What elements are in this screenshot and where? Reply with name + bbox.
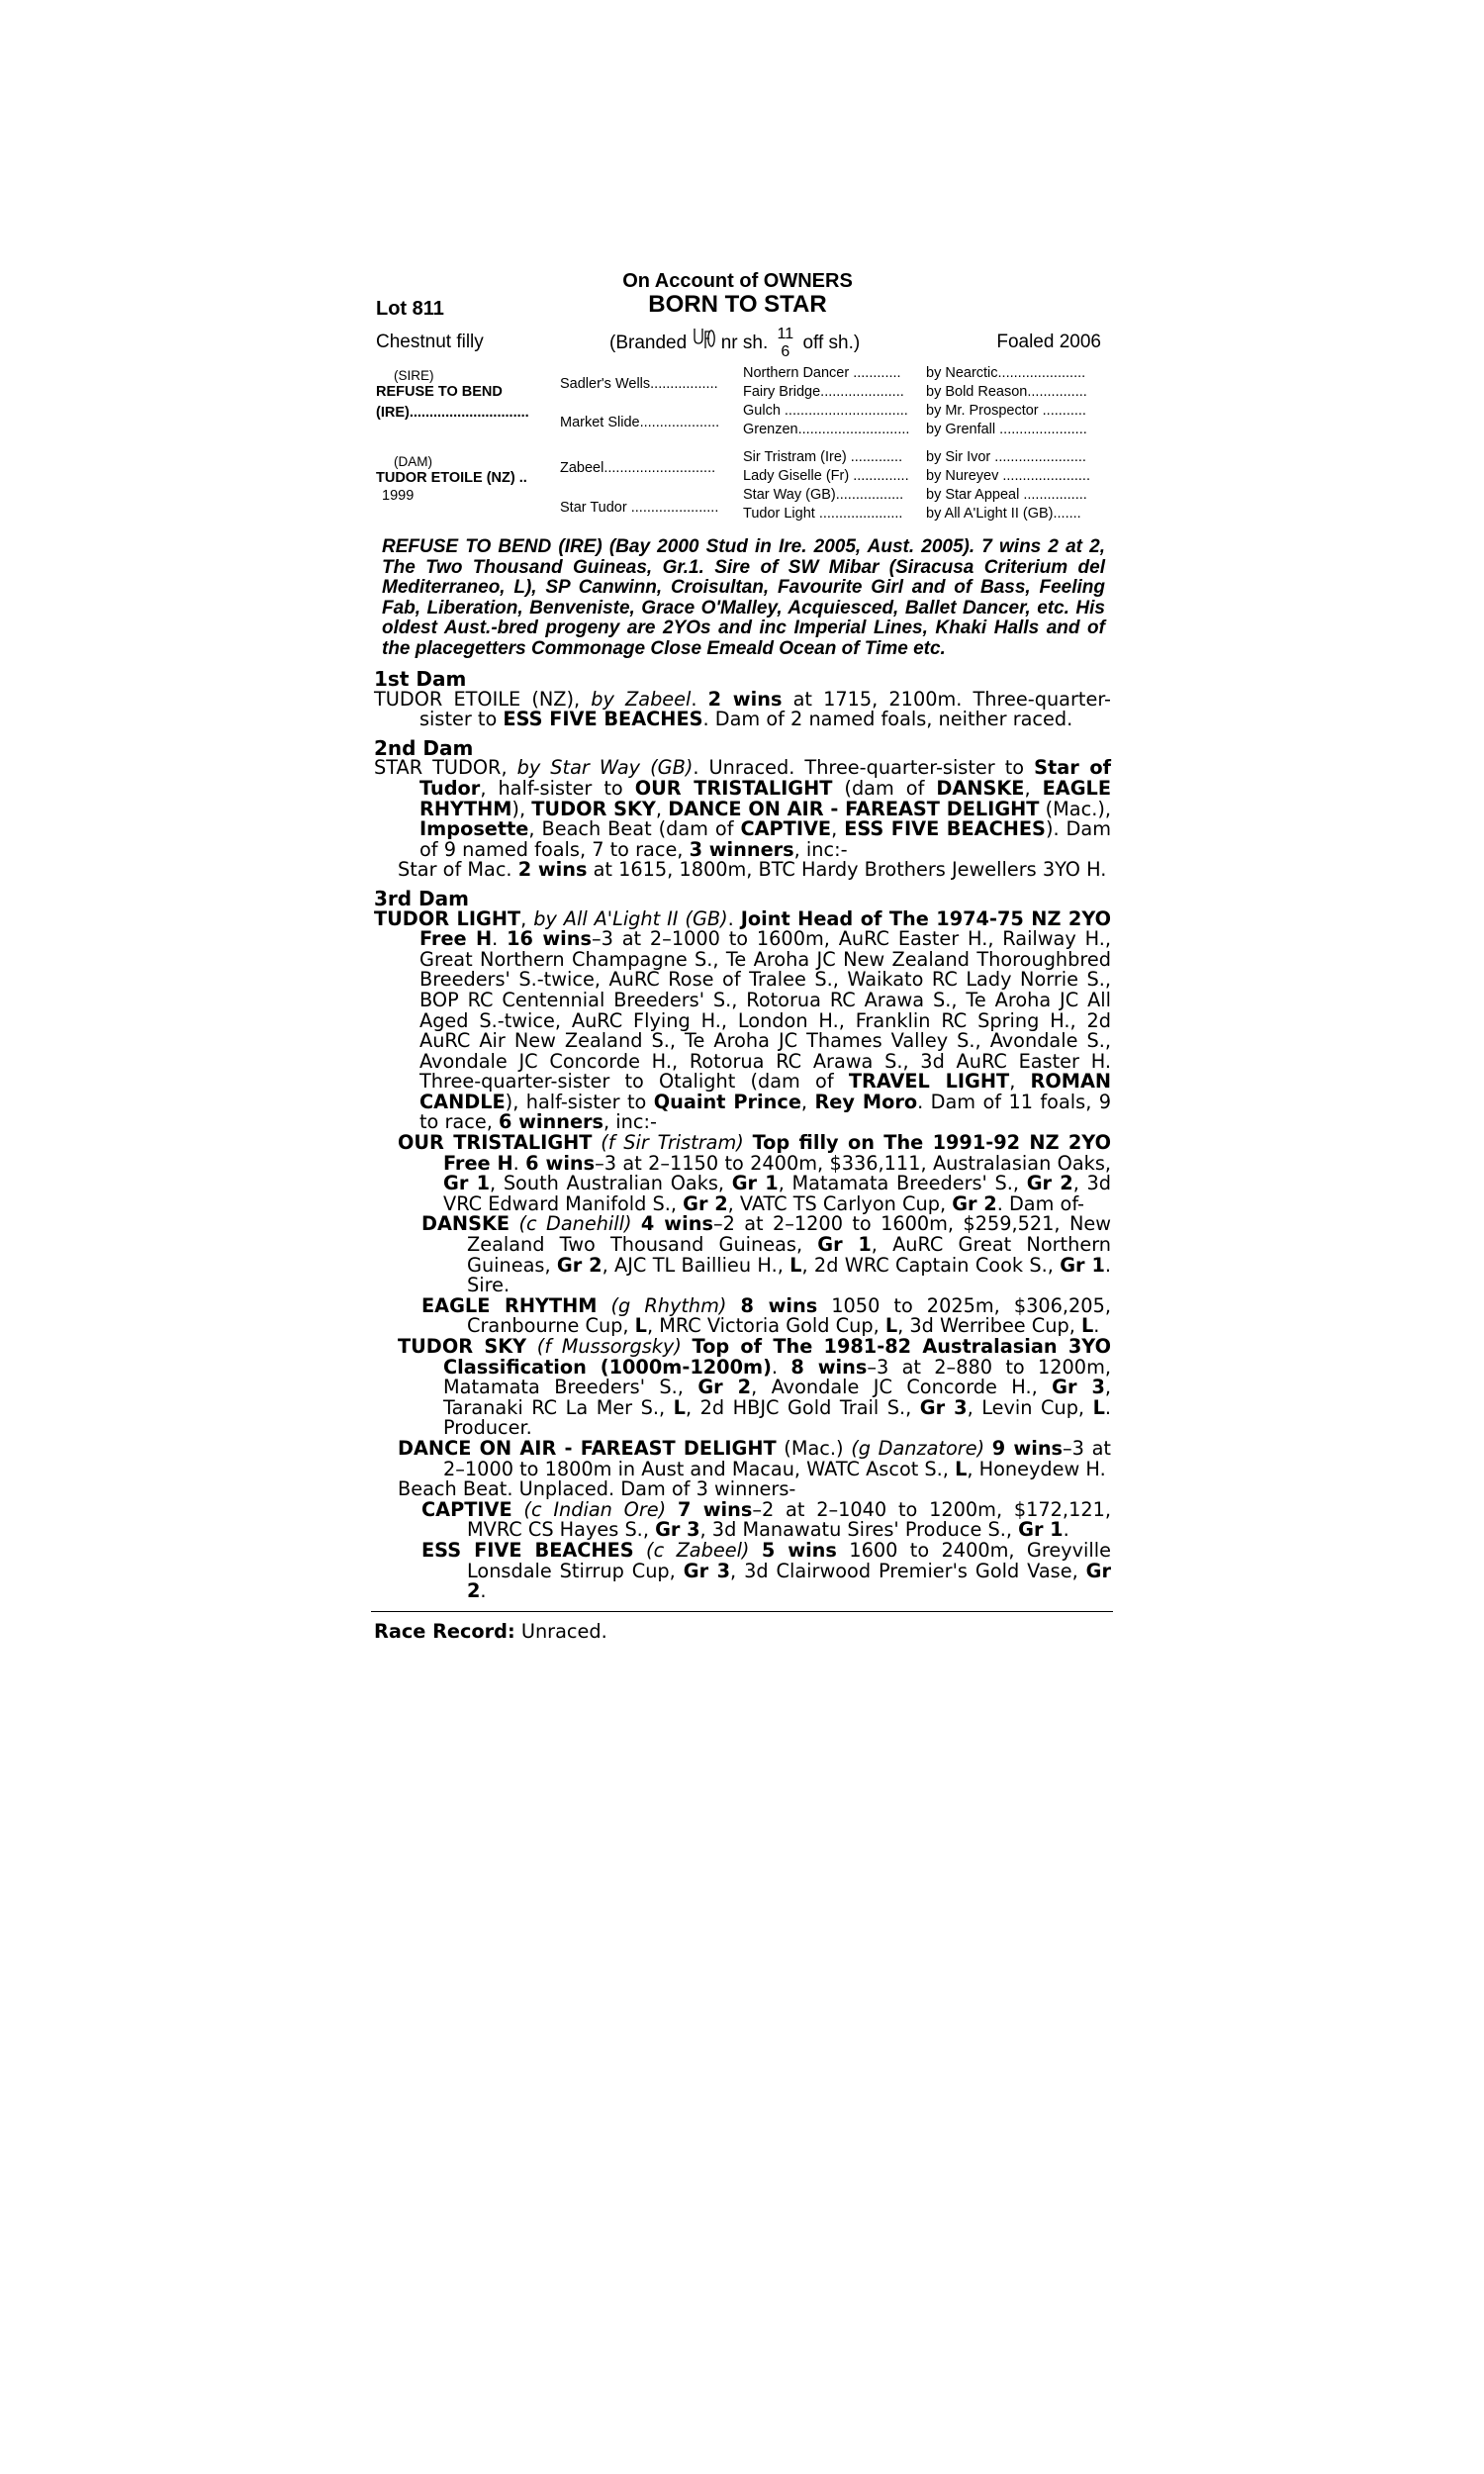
progeny-danske: DANSKE (c Danehill) 4 wins–2 at 2–1200 to 1600m, $259,521, New Zealand Two Thousand Guineas, Gr 1, AuRC Great Northern Guineas, Gr 2, AJC TL Baillieu H., L, 2d WRC Captain Cook S., Gr 1. Sire. [421,1212,1112,1297]
ggp-5: Sir Tristram (Ire) ............. [743,449,903,465]
gggp-6: by Nureyev ...................... [926,468,1090,484]
sire-note: REFUSE TO BEND (IRE) (Bay 2000 Stud in Ire. 2005, Aust. 2005). 7 wins 2 at 2, The Two Thousand Guineas, Gr.1. Sire of SW Mibar (Siracusa Criterium del Mediterraneo, L), SP Canwinn, Croisultan, Favourite Girl and of Bass, Feeling Fab, Liberation, Benveniste, Grace O'Malley, Acquiesced, Ballet Dancer, etc. His oldest Aust.-bred progeny are 2YOs and inc Imperial Lines, Khaki Halls and of the placegetters Commonage Close Emeald Ocean of Time etc. [382,536,1105,659]
description-row [374,323,1111,362]
gggp-7: by Star Appeal ................ [926,487,1087,503]
brand-suffix: off sh.) [802,333,861,354]
dam-name: TUDOR ETOILE (NZ) .. [376,470,527,486]
foaled-year: Foaled 2006 [996,332,1101,352]
account-line: On Account of OWNERS [622,270,853,292]
progeny-eagle-rhythm: EAGLE RHYTHM (g Rhythm) 8 wins 1050 to 2025m, $306,205, Cranbourne Cup, L, MRC Victoria Gold Cup, L, 3d Werribee Cup, L. [421,1293,1111,1338]
gggp-1: by Nearctic...................... [926,365,1086,381]
ggp-8: Tudor Light ..................... [743,506,903,522]
dam-label: (DAM) [394,454,432,469]
ggp-1: Northern Dancer ............ [743,365,901,381]
section-divider [371,1611,1113,1612]
sire-label: (SIRE) [394,368,434,383]
brand-number [778,326,794,361]
ggp-4: Grenzen............................ [743,422,910,437]
second-dam-text: STAR TUDOR, by Star Way (GB). Unraced. Three-quarter-sister to Star of Tudor, half-sister to OUR TRISTALIGHT (dam of DANSKE, EAGLE RHYTHM), TUDOR SKY, DANCE ON AIR - FAREAST DELIGHT (Mac.), Imposette, Beach Beat (dam of CAPTIVE, ESS FIVE BEACHES). Dam of 9 named foals, 7 to race, 3 winners, inc:- [374,756,1112,861]
second-dam-progeny: Star of Mac. 2 wins at 1615, 1800m, BTC Hardy Brothers Jewellers 3YO H. [398,858,1107,882]
third-dam-heading: 3rd Dam [374,886,469,910]
gggp-2: by Bold Reason............... [926,384,1087,400]
ggp-6: Lady Giselle (Fr) .............. [743,468,909,484]
progeny-captive: CAPTIVE (c Indian Ore) 7 wins–2 at 2–1040 to 1200m, $172,121, MVRC CS Hayes S., Gr 3, 3d Manawatu Sires' Produce S., Gr 1. [421,1497,1111,1542]
grandsire-1: Sadler's Wells................. [560,376,718,392]
second-dam-section [374,735,1112,882]
progeny-ess-five-beaches: ESS FIVE BEACHES (c Zabeel) 5 wins 1600 to 2400m, Greyville Lonsdale Stirrup Cup, Gr 3, 3d Clairwood Premier's Gold Vase, Gr 2. [421,1538,1111,1603]
brand-mid: nr sh. [720,333,769,354]
gggp-5: by Sir Ivor ....................... [926,449,1086,465]
race-record [374,1619,1111,1643]
sire-origin: (IRE).............................. [376,405,529,421]
third-dam-text: TUDOR LIGHT, by All A'Light II (GB). Joint Head of The 1974-75 NZ 2YO Free H. 16 wins–3 at 2–1000 to 1600m, AuRC Easter H., Railway H., Great Northern Champagne S., Te Aroha JC New Zealand Thoroughbred Breeders' S.-twice, AuRC Rose of Tralee S., Waikato RC Lady Norrie S., BOP RC Centennial Breeders' S., Rotorua RC Arawa S., Te Aroha JC All Aged S.-twice, AuRC Flying H., London H., Franklin RC Spring H., 2d AuRC Air New Zealand S., Te Aroha JC Thames Valley S., Avondale S., Avondale JC Concorde H., Rotorua RC Arawa S., 3d AuRC Easter H. Three-quarter-sister to Otalight (dam of TRAVEL LIGHT, ROMAN CANDLE), half-sister to Quaint Prince, Rey Moro. Dam of 11 foals, 9 to race, 6 winners, inc:- [374,906,1112,1134]
race-record-label: Race Record: [374,1619,515,1643]
pedigree-table [374,362,1111,535]
race-record-value: Unraced. [514,1619,607,1643]
brand-number-bottom: 6 [781,343,790,360]
brand-prefix: (Branded [609,333,688,354]
ggp-2: Fairy Bridge..................... [743,384,904,400]
progeny-our-tristalight: OUR TRISTALIGHT (f Sir Tristram) Top filly on The 1991-92 NZ 2YO Free H. 6 wins–3 at 2–1150 to 2400m, $336,111, Australasian Oaks, Gr 1, South Australian Oaks, Gr 1, Matamata Breeders' S., Gr 2, 3d VRC Edward Manifold S., Gr 2, VATC TS Carlyon Cup, Gr 2. Dam of- [398,1131,1112,1215]
ggp-7: Star Way (GB)................. [743,487,904,503]
brand-number-top: 11 [777,326,794,342]
second-dam-heading: 2nd Dam [374,735,474,760]
ggp-3: Gulch ............................... [743,403,908,419]
horse-name: BORN TO STAR [648,291,827,318]
brand-info [609,326,860,361]
grandsire-2: Zabeel............................ [560,460,716,476]
third-dam-section [374,886,1112,1603]
gggp-4: by Grenfall ...................... [926,422,1087,437]
brand-mark-icon [692,327,715,350]
catalogue-page [374,269,1111,1642]
gggp-3: by Mr. Prospector ........... [926,403,1086,419]
lot-row [374,293,1111,323]
granddam-2: Star Tudor ...................... [560,500,719,516]
progeny-dance-on-air: DANCE ON AIR - FAREAST DELIGHT (Mac.) (g Danzatore) 9 wins–3 at 2–1000 to 1800m in Aust and Macau, WATC Ascot S., L, Honeydew H. [398,1436,1111,1480]
progeny-beach-beat: Beach Beat. Unplaced. Dam of 3 winners- [398,1477,796,1501]
first-dam-text: TUDOR ETOILE (NZ), by Zabeel. 2 wins at 1715, 2100m. Three-quarter-sister to ESS FIVE BEACHES. Dam of 2 named foals, neither raced. [374,687,1111,731]
gggp-8: by All A'Light II (GB)....... [926,506,1081,522]
progeny-tudor-sky: TUDOR SKY (f Mussorgsky) Top of The 1981-82 Australasian 3YO Classification (1000m-1200m). 8 wins–3 at 2–880 to 1200m, Matamata Breeders' S., Gr 2, Avondale JC Concorde H., Gr 3, Taranaki RC La Mer S., L, 2d HBJC Gold Trail S., Gr 3, Levin Cup, L. Producer. [398,1335,1112,1440]
first-dam-heading: 1st Dam [374,667,467,691]
granddam-1: Market Slide.................... [560,415,720,430]
dam-year: 1999 [382,488,415,504]
sex-color: Chestnut filly [376,332,484,352]
sire-name: REFUSE TO BEND [376,384,503,400]
first-dam-section [374,669,1111,730]
lot-number: Lot 811 [376,298,444,320]
